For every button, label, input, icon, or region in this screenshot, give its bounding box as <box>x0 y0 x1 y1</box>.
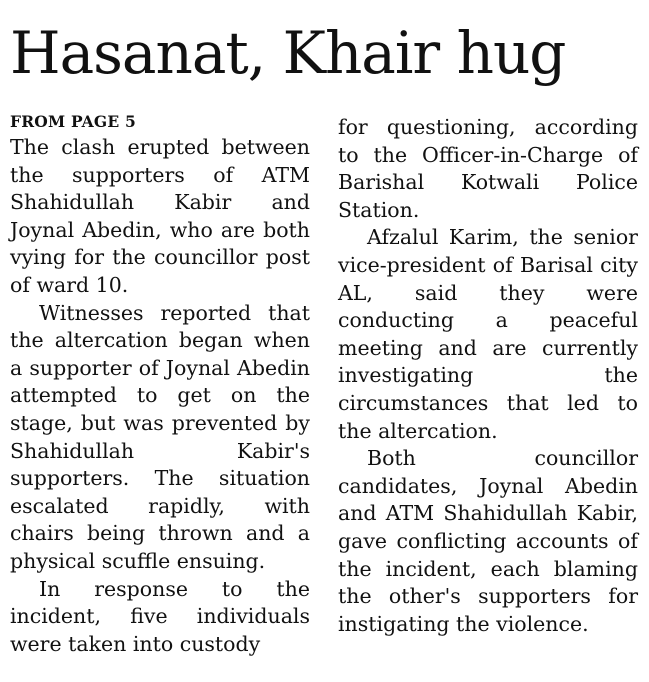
continuation-kicker: FROM PAGE 5 <box>10 112 136 131</box>
article-column-left <box>10 114 310 658</box>
article-paragraph: The clash erupted between the supporters of ATM Shahidullah Kabir and Joynal Abedin, who are both vying for the councillor post of ward 10. <box>10 135 310 297</box>
article-column-right <box>338 114 638 638</box>
article-paragraph: Afzalul Karim, the senior vice-president of Barisal city AL, said they were conducting a peaceful meeting and are currently investigating the circumstances that led to the altercation. <box>338 225 638 443</box>
headline: Hasanat, Khair hug <box>10 19 566 87</box>
article-paragraph: In response to the incident, five individuals were taken into custody <box>10 576 310 656</box>
article-paragraph: Both councillor candidates, Joynal Abedin and ATM Shahidullah Kabir, gave conflicting accounts of the incident, each blaming the other's supporters for instigating the violence. <box>338 446 638 636</box>
article-paragraph: for questioning, according to the Officer-in-Charge of Barishal Kotwali Police Station. <box>338 115 638 222</box>
article-paragraph: Witnesses reported that the altercation began when a supporter of Joynal Abedin attempted to get on the stage, but was prevented by Shahidullah Kabir's supporters. The situation escalated rapidly, with chairs being thrown and a physical scuffle ensuing. <box>10 300 310 573</box>
